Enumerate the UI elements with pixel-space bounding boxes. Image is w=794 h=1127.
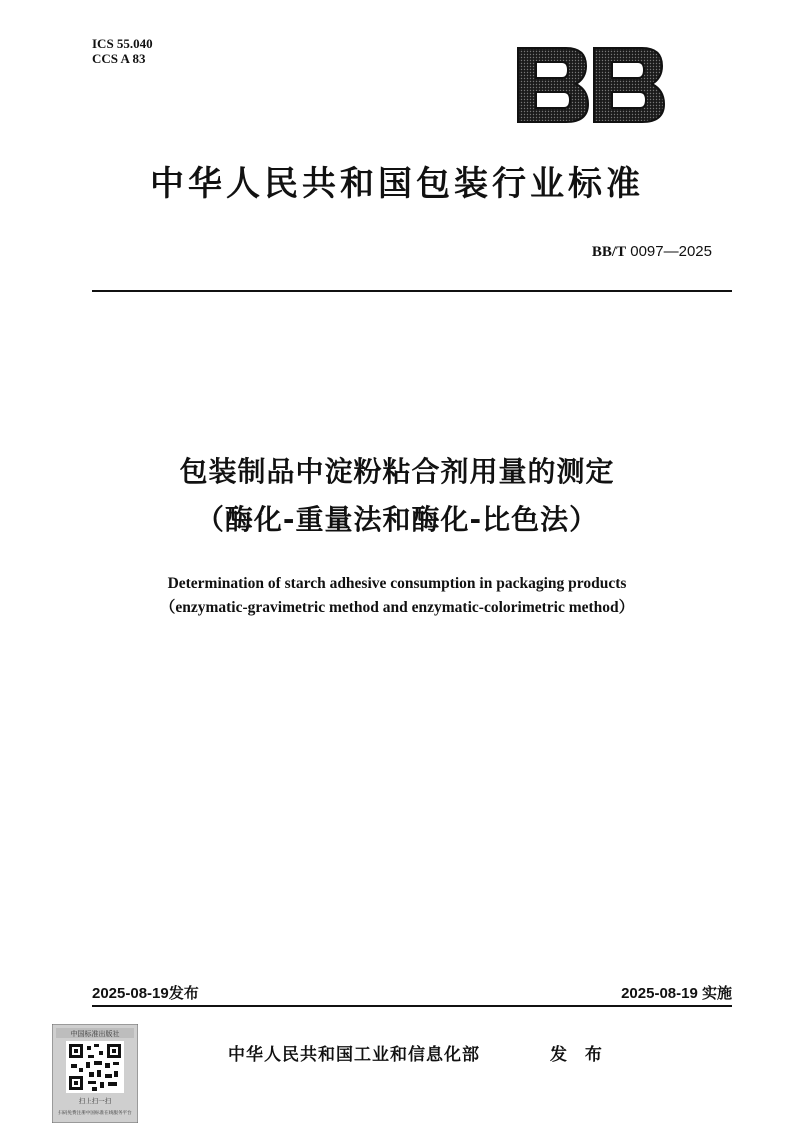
publisher-name: 中华人民共和国工业和信息化部 bbox=[228, 1045, 480, 1065]
classification-codes bbox=[92, 36, 153, 66]
stamp-top-text: 中国标准出版社 bbox=[70, 1030, 120, 1038]
document-title-english bbox=[0, 572, 794, 620]
stamp-bottom-text: 扫码免费注册中国标准在线服务平台 bbox=[58, 1111, 132, 1116]
title-en-line-1: Determination of starch adhesive consumption in packaging products bbox=[167, 575, 627, 592]
issue-date-value: 2025-08-19 bbox=[92, 985, 169, 1002]
implement-label: 实施 bbox=[701, 985, 732, 1002]
title-en-line-2: （enzymatic-gravimetric method and enzymatic-colorimetric method） bbox=[159, 599, 635, 616]
standard-number-value: 0097—2025 bbox=[630, 243, 712, 260]
stamp-scan-text: 扫上扫一扫 bbox=[78, 1097, 112, 1105]
title-cn-line-2: （酶化-重量法和酶化-比色法） bbox=[195, 503, 599, 536]
publisher-action: 发 布 bbox=[550, 1045, 608, 1065]
top-divider bbox=[92, 290, 732, 292]
qr-stamp bbox=[52, 1024, 138, 1123]
issue-label: 发布 bbox=[168, 985, 199, 1002]
bb-logo bbox=[514, 44, 666, 126]
standard-code: BB/T bbox=[591, 244, 627, 260]
standard-number bbox=[592, 243, 712, 261]
bottom-divider bbox=[92, 1005, 732, 1007]
standard-type-title: 中华人民共和国包装行业标准 bbox=[150, 164, 644, 204]
ics-code: ICS 55.040 bbox=[92, 36, 153, 51]
document-title-chinese bbox=[0, 448, 794, 544]
ccs-code: CCS A 83 bbox=[92, 51, 146, 66]
issue-date bbox=[92, 982, 199, 1003]
implement-date-value: 2025-08-19 bbox=[621, 985, 698, 1002]
title-cn-line-1: 包装制品中淀粉粘合剂用量的测定 bbox=[179, 455, 615, 488]
implement-date bbox=[621, 982, 732, 1003]
